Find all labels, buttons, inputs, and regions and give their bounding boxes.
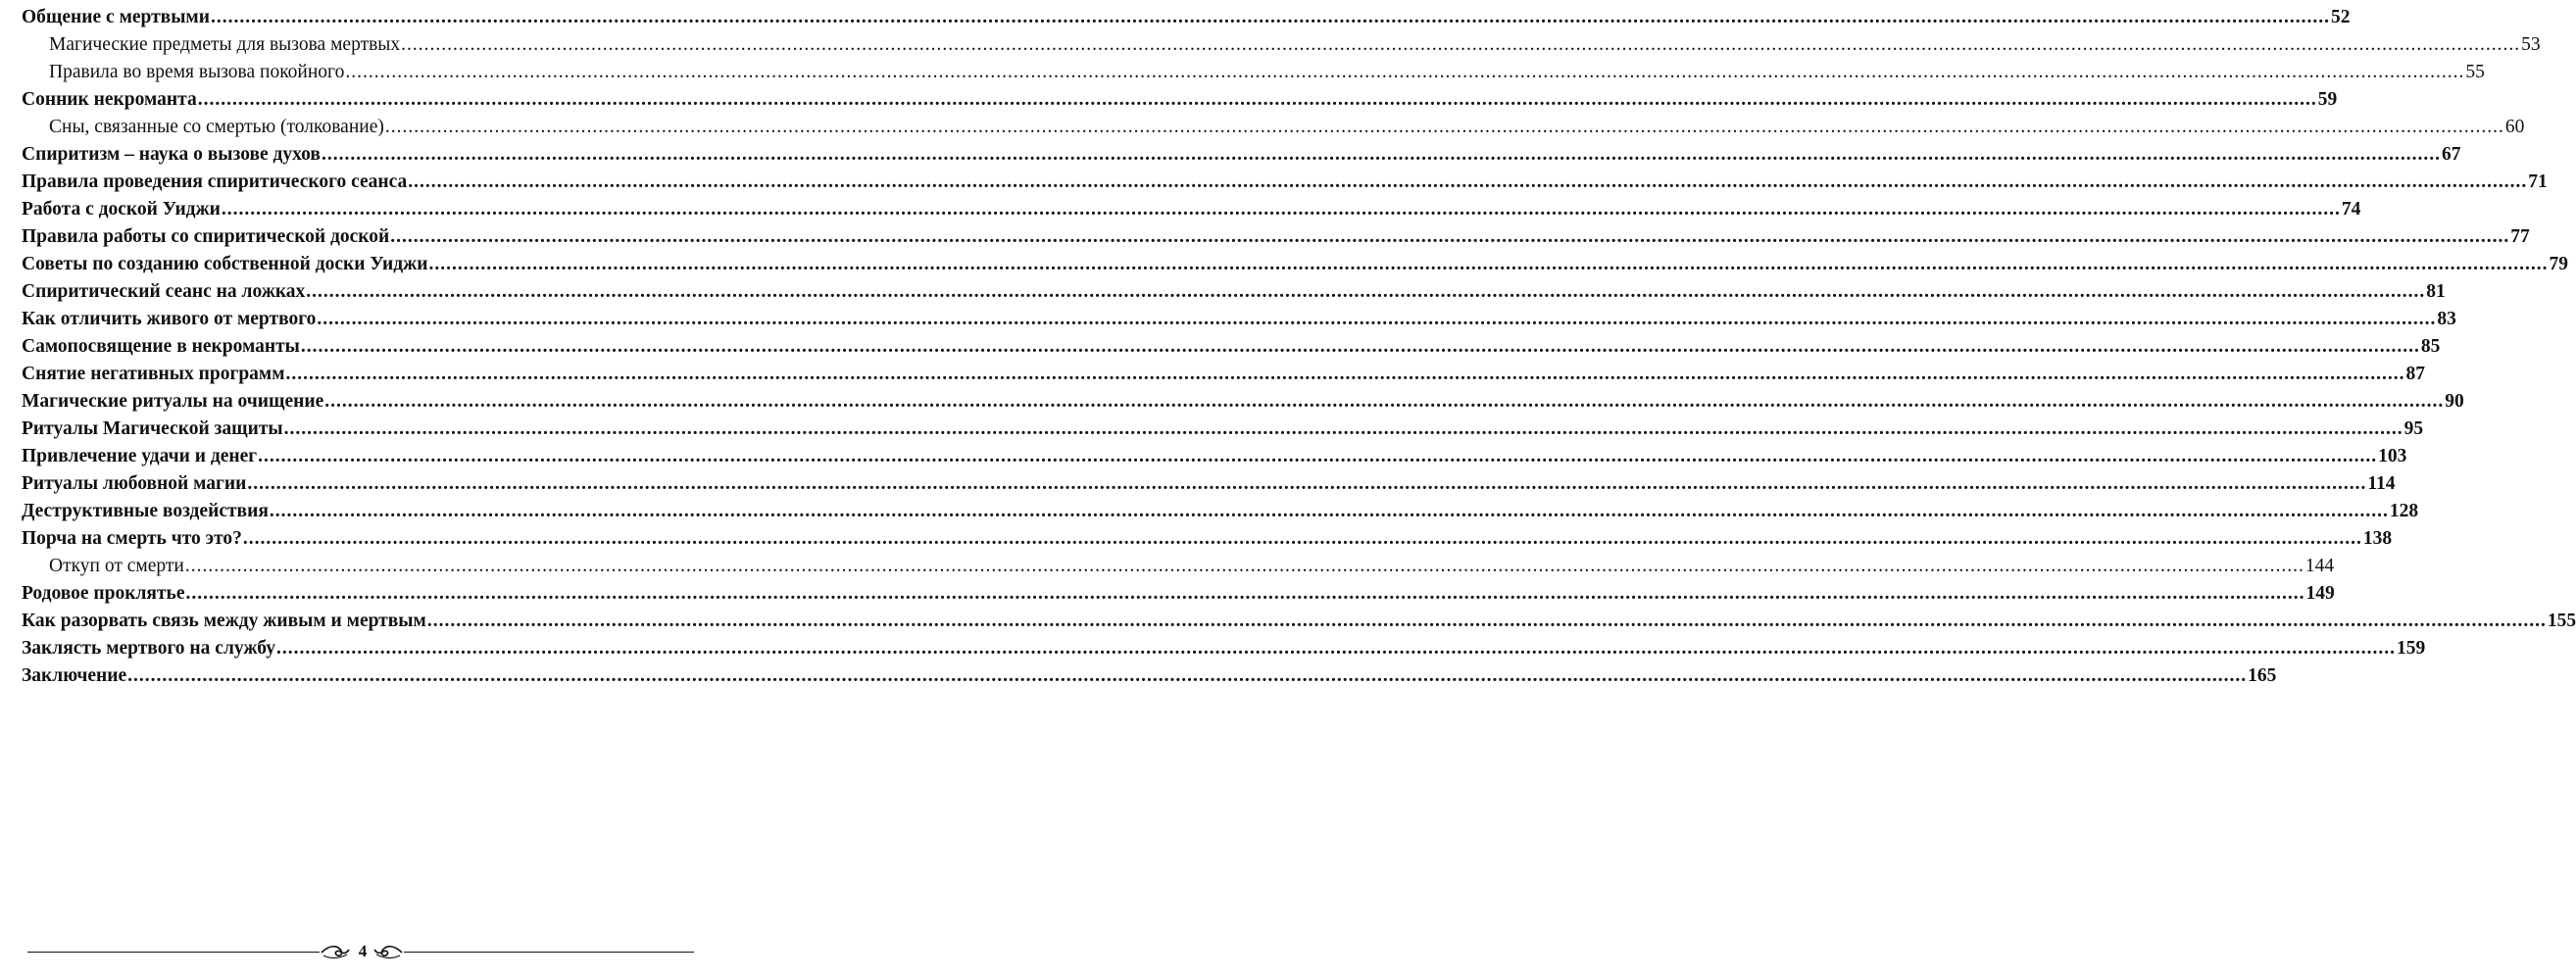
- toc-entry[interactable]: [22, 388, 2464, 416]
- toc-entry-title: Работа с доской Уиджи: [22, 199, 221, 220]
- toc-entry-page-number: 155: [2547, 611, 2576, 631]
- toc-entry-page-number: 53: [2521, 34, 2541, 55]
- toc-entry[interactable]: [22, 196, 2361, 223]
- toc-entry-title: Правила проведения спиритического сеанса: [22, 172, 408, 192]
- toc-dot-leader: [324, 388, 2444, 416]
- toc-entry-page-number: 95: [2403, 418, 2424, 439]
- toc-dot-leader: [306, 278, 2425, 306]
- toc-entry[interactable]: [22, 114, 2525, 141]
- toc-dot-leader: [186, 580, 2305, 608]
- toc-dot-leader: [285, 361, 2404, 388]
- toc-entry-title: Привлечение удачи и денег: [22, 446, 258, 466]
- toc-entry[interactable]: [22, 525, 2393, 553]
- toc-entry-title: Ритуалы любовной магии: [22, 473, 247, 494]
- toc-entry-page-number: 71: [2528, 172, 2548, 192]
- toc-dot-leader: [211, 4, 2330, 31]
- toc-entry[interactable]: [22, 59, 2485, 86]
- toc-entry-page-number: 128: [2389, 501, 2419, 521]
- footer-rule-left: [27, 952, 320, 953]
- toc-dot-leader: [345, 59, 2464, 86]
- toc-dot-leader: [429, 251, 2549, 278]
- toc-entry-page-number: 149: [2305, 583, 2335, 604]
- toc-dot-leader: [276, 635, 2396, 662]
- toc-dot-leader: [127, 662, 2247, 690]
- toc-entry-title: Спиритический сеанс на ложках: [22, 281, 306, 302]
- toc-entry[interactable]: [22, 86, 2338, 114]
- toc-entry-page-number: 159: [2397, 638, 2426, 659]
- toc-entry-page-number: 74: [2341, 199, 2361, 220]
- toc-entry[interactable]: [22, 223, 2530, 251]
- toc-entry-page-number: 67: [2441, 144, 2461, 165]
- toc-entry-page-number: 138: [2362, 528, 2393, 549]
- toc-entry[interactable]: [22, 470, 2396, 498]
- page-number: 4: [358, 942, 368, 960]
- toc-entry[interactable]: [22, 416, 2424, 443]
- toc-entry[interactable]: [22, 608, 2576, 635]
- toc-entry-title: Как разорвать связь между живым и мертвым: [22, 611, 426, 631]
- toc-dot-leader: [270, 498, 2389, 525]
- toc-dot-leader: [198, 86, 2317, 114]
- toc-entry-page-number: 52: [2330, 7, 2351, 27]
- toc-entry-title: Порча на смерть что это?: [22, 528, 242, 549]
- toc-entry-page-number: 59: [2317, 89, 2338, 110]
- toc-entry-title: Как отличить живого от мертвого: [22, 309, 317, 329]
- toc-entry-page-number: 144: [2304, 556, 2335, 576]
- toc-dot-leader: [408, 169, 2527, 196]
- toc-entry[interactable]: [22, 361, 2425, 388]
- toc-entry-title: Сонник некроманта: [22, 89, 197, 110]
- toc-dot-leader: [390, 223, 2509, 251]
- toc-entry-title: Советы по созданию собственной доски Уиджи: [22, 254, 428, 274]
- toc-entry[interactable]: [22, 141, 2461, 169]
- toc-entry-title: Правила во время вызова покойного: [49, 62, 345, 82]
- toc-entry-page-number: 81: [2426, 281, 2446, 302]
- toc-entry-page-number: 60: [2504, 117, 2525, 137]
- toc-entry-page-number: 103: [2378, 446, 2407, 466]
- footer-rule-right: [404, 952, 694, 953]
- toc-entry[interactable]: [22, 498, 2419, 525]
- toc-entry[interactable]: [22, 31, 2541, 59]
- toc-dot-leader: [284, 416, 2403, 443]
- toc-entry-page-number: 79: [2549, 254, 2569, 274]
- toc-entry[interactable]: [22, 580, 2335, 608]
- toc-entry-title: Заключение: [22, 665, 127, 686]
- toc-entry-title: Заклясть мертвого на службу: [22, 638, 276, 659]
- page-footer: [0, 941, 735, 964]
- toc-entry[interactable]: [22, 306, 2456, 333]
- toc-entry-title: Деструктивные воздействия: [22, 501, 269, 521]
- toc-entry-title: Магические ритуалы на очищение: [22, 391, 324, 412]
- toc-entry[interactable]: [22, 169, 2548, 196]
- toc-dot-leader: [258, 443, 2377, 470]
- toc-entry-page-number: 55: [2465, 62, 2485, 82]
- toc-dot-leader: [301, 333, 2420, 361]
- toc-dot-leader: [427, 608, 2547, 635]
- toc-dot-leader: [247, 470, 2366, 498]
- toc-entry[interactable]: [22, 443, 2407, 470]
- toc-entry-page-number: 77: [2510, 226, 2530, 247]
- toc-entry[interactable]: [22, 635, 2426, 662]
- toc-entry-title: Правила работы со спиритической доской: [22, 226, 390, 247]
- toc-entry[interactable]: [22, 553, 2335, 580]
- toc-entry-page-number: 85: [2420, 336, 2441, 357]
- toc-entry-title: Общение с мертвыми: [22, 7, 210, 27]
- toc-entry[interactable]: [22, 662, 2277, 690]
- toc-entry[interactable]: [22, 251, 2569, 278]
- toc-entry-title: Ритуалы Магической защиты: [22, 418, 283, 439]
- toc-entry-title: Откуп от смерти: [49, 556, 184, 576]
- toc-dot-leader: [401, 31, 2520, 59]
- toc-entry-title: Родовое проклятье: [22, 583, 185, 604]
- toc-entry-title: Спиритизм – наука о вызове духов: [22, 144, 321, 165]
- toc-dot-leader: [317, 306, 2436, 333]
- toc-entry-page-number: 165: [2248, 665, 2277, 686]
- toc-entry-title: Сны, связанные со смертью (толкование): [49, 117, 384, 137]
- toc-dot-leader: [243, 525, 2362, 553]
- toc-entry-page-number: 83: [2437, 309, 2456, 329]
- toc-entry-page-number: 114: [2367, 473, 2396, 494]
- toc-dot-leader: [322, 141, 2441, 169]
- toc-dot-leader: [222, 196, 2341, 223]
- toc-entry[interactable]: [22, 333, 2441, 361]
- toc-entry-page-number: 87: [2405, 364, 2425, 384]
- toc-entry-title: Самопосвящение в некроманты: [22, 336, 300, 357]
- toc-entry-title: Магические предметы для вызова мертвых: [49, 34, 401, 55]
- toc-entry-page-number: 90: [2445, 391, 2464, 412]
- toc-entry[interactable]: [22, 4, 2351, 31]
- toc-entry-title: Снятие негативных программ: [22, 364, 285, 384]
- toc-entry[interactable]: [22, 278, 2446, 306]
- toc-dot-leader: [385, 114, 2504, 141]
- toc-dot-leader: [185, 553, 2304, 580]
- table-of-contents: [22, 4, 2576, 690]
